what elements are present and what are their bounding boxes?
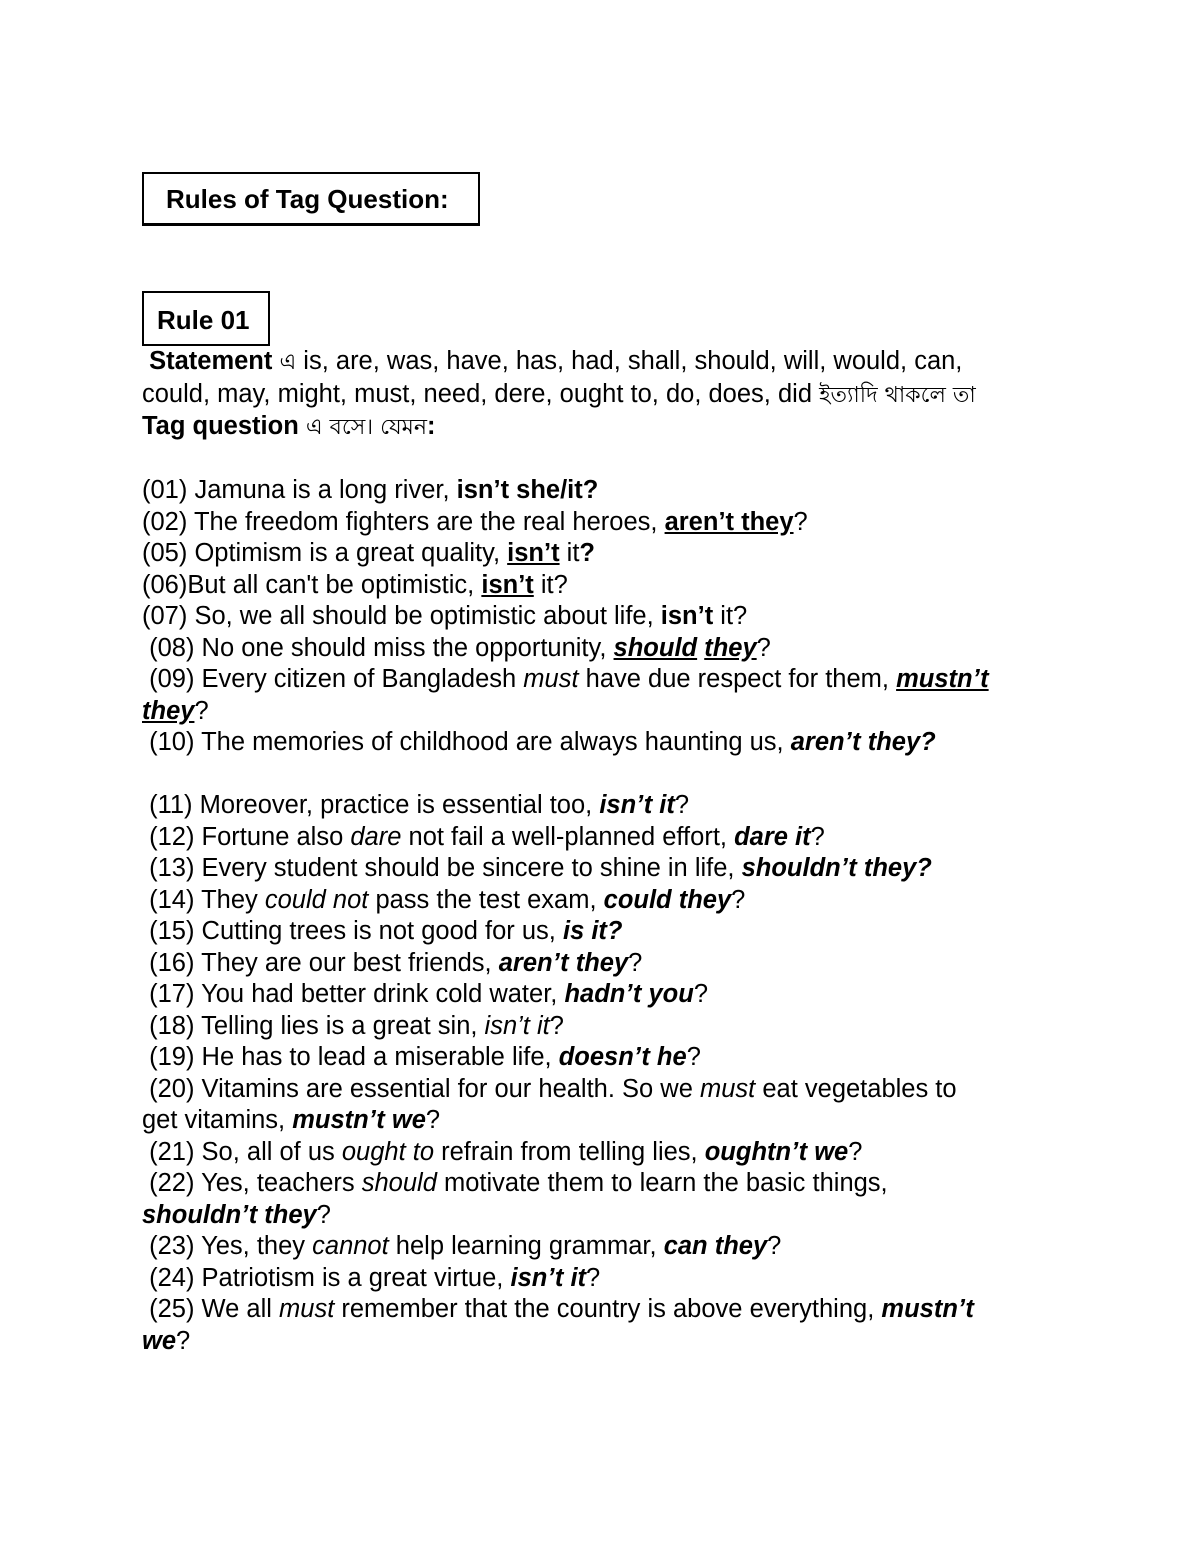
statement-label: Statement — [149, 347, 273, 375]
tag-answer-subject: we — [142, 1326, 177, 1355]
tag-answer: isn’t — [660, 602, 714, 630]
bn-ityadi: ইত্যাদি থাকলে তা — [819, 382, 976, 408]
tag-answer: doesn’t he — [558, 1043, 687, 1071]
sentence-number: (25) — [149, 1295, 202, 1323]
tag-answer: isn’t it — [510, 1263, 587, 1292]
sentence-22 — [142, 1168, 1062, 1231]
sentence-number: (01) — [142, 476, 195, 504]
tag-answer: aren’t they? — [790, 728, 936, 756]
sentence-text: remember that the country is above everything, — [334, 1295, 882, 1323]
sentence-20 — [142, 1074, 1062, 1137]
tag-question-label: Tag question — [142, 412, 299, 440]
sentence-number: (20) — [149, 1074, 202, 1103]
verbs-line-2: could, may, might, must, need, dere, ought to, do, does, did — [142, 379, 820, 408]
intro-colon: : — [427, 412, 436, 440]
bn-bose: এ বসে। যেমন — [305, 415, 428, 440]
sentence-text: We all — [201, 1295, 280, 1323]
sentence-number: (22) — [149, 1169, 202, 1197]
sentence-11 — [142, 790, 1062, 822]
tag-rest: it — [559, 539, 580, 567]
question-mark: ? — [810, 822, 825, 851]
sentence-text: not fail a well-planned effort, — [401, 822, 735, 851]
tag-rest: it? — [533, 570, 568, 599]
sentence-text: refrain from telling lies, — [434, 1137, 705, 1166]
tag-answer: oughtn’t we — [704, 1137, 849, 1166]
tag-answer: should — [613, 633, 698, 662]
modal-verb: should — [361, 1169, 437, 1197]
sentence-text: Yes, they — [201, 1232, 313, 1260]
sentence-number: (16) — [149, 948, 202, 977]
sentence-number: (13) — [149, 854, 202, 882]
sentence-number: (09) — [149, 665, 202, 693]
modal-verb: could not — [264, 885, 369, 914]
modal-verb: must — [700, 1074, 756, 1103]
sentence-text: But all can't be optimistic, — [187, 570, 482, 599]
question-mark: ? — [176, 1326, 191, 1355]
sentence-02 — [142, 507, 1062, 539]
sentence-07 — [142, 601, 1062, 633]
sentence-text: Fortune also — [201, 822, 351, 851]
sentence-number: (14) — [149, 885, 202, 914]
question-mark: ? — [674, 791, 690, 819]
sentence-19 — [142, 1042, 1062, 1074]
question-mark: ? — [686, 1043, 701, 1071]
sentence-text: Every citizen of Bangladesh — [201, 665, 524, 693]
question-mark: ? — [793, 507, 808, 536]
intro-line-1 — [142, 346, 1062, 379]
tag-answer: can they — [663, 1232, 768, 1260]
tag-answer-subject: they — [142, 696, 195, 725]
tag-answer: isn’t it — [599, 791, 675, 819]
sentence-21 — [142, 1137, 1062, 1169]
sentence-text: Moreover, practice is essential too, — [199, 791, 600, 819]
sentence-text: You had better drink cold water, — [201, 980, 565, 1008]
sentence-number: (15) — [149, 917, 202, 945]
question-mark: ? — [549, 1011, 564, 1040]
rule-label: Rule 01 — [142, 291, 270, 346]
sentence-number: (24) — [149, 1263, 202, 1292]
sentence-text: The memories of childhood are always haunting us, — [201, 728, 791, 756]
question-mark: ? — [693, 980, 709, 1008]
sentence-13 — [142, 853, 1062, 885]
sentence-text: Telling lies is a great sin, — [201, 1011, 485, 1040]
modal-verb: must — [279, 1295, 335, 1323]
sentence-text: He has to lead a miserable life, — [201, 1043, 559, 1071]
sentence-17 — [142, 979, 1062, 1011]
sentence-05 — [142, 538, 1062, 570]
sentence-text: have due respect for them, — [578, 665, 897, 693]
question-mark: ? — [756, 633, 771, 662]
sentence-number: (17) — [149, 980, 202, 1008]
sentence-number: (23) — [149, 1232, 202, 1260]
tag-answer: shouldn’t they — [142, 1200, 317, 1229]
tag-rest: it? — [713, 602, 748, 630]
sentence-text: They are our best friends, — [201, 948, 499, 977]
sentence-25 — [142, 1294, 1062, 1357]
sentence-14 — [142, 885, 1062, 917]
sentence-24 — [142, 1263, 1062, 1295]
rule-content — [142, 346, 1062, 1357]
question-mark: ? — [316, 1200, 331, 1229]
sentence-06 — [142, 570, 1062, 602]
sentence-text: So, we all should be optimistic about life, — [194, 602, 661, 630]
sentence-text: They — [201, 885, 265, 914]
sentence-text: No one should miss the opportunity, — [201, 633, 614, 662]
sentence-number: (05) — [142, 539, 195, 567]
tag-answer: mustn’t we — [292, 1106, 426, 1134]
question-mark: ? — [586, 1263, 601, 1292]
tag-answer: isn’t — [507, 539, 560, 567]
sentence-number: (19) — [149, 1043, 202, 1071]
sentence-number: (08) — [149, 633, 202, 662]
question-mark: ? — [425, 1106, 441, 1134]
sentence-number: (11) — [149, 791, 200, 819]
sentence-01 — [142, 475, 1062, 507]
tag-answer: shouldn’t they? — [741, 854, 932, 882]
sentence-12 — [142, 822, 1062, 854]
sentence-number: (02) — [142, 507, 194, 536]
sentence-text: help learning grammar, — [388, 1232, 664, 1260]
sentence-09 — [142, 664, 1062, 727]
tag-answer: mustn’t — [896, 665, 989, 693]
sentence-text: So, all of us — [201, 1137, 342, 1166]
sentence-text: The freedom fighters are the real heroes, — [193, 507, 665, 536]
sentence-number: (06) — [142, 570, 188, 599]
question-mark: ? — [194, 696, 209, 725]
tag-answer: aren’t they — [664, 507, 794, 536]
sentence-text: motivate them to learn the basic things, — [436, 1169, 888, 1197]
verbs-line-1: is, are, was, have, has, had, shall, should, will, would, can, — [296, 347, 963, 375]
sentence-15 — [142, 916, 1062, 948]
intro-line-2 — [142, 379, 1062, 412]
bn-e: এ — [279, 350, 297, 375]
sentence-number: (10) — [149, 728, 202, 756]
sentence-text-continued: get vitamins, — [142, 1106, 293, 1134]
modal-verb: dare — [350, 822, 402, 851]
page-title: Rules of Tag Question: — [142, 172, 480, 226]
sentence-16 — [142, 948, 1062, 980]
sentence-text: eat vegetables to — [755, 1074, 957, 1103]
sentence-text: Vitamins are essential for our health. So we — [201, 1074, 700, 1103]
modal-verb: must — [523, 665, 579, 693]
tag-answer: hadn’t you — [564, 980, 694, 1008]
sentence-text: Optimism is a great quality, — [194, 539, 508, 567]
sentence-number: (21) — [149, 1137, 202, 1166]
tag-answer-subject: they — [704, 633, 757, 662]
tag-answer: isn’t she/it? — [456, 476, 599, 504]
sentence-text: pass the test exam, — [368, 885, 604, 914]
question-mark: ? — [767, 1232, 782, 1260]
tag-answer: isn’t it — [484, 1011, 550, 1040]
sentence-23 — [142, 1231, 1062, 1263]
tag-answer: aren’t they — [498, 948, 629, 977]
question-mark: ? — [848, 1137, 863, 1166]
question-mark: ? — [579, 539, 595, 567]
sentence-text: Cutting trees is not good for us, — [201, 917, 563, 945]
intro-line-3 — [142, 411, 1062, 444]
tag-answer: is it? — [562, 917, 623, 945]
sentence-18 — [142, 1011, 1062, 1043]
sentence-text: Patriotism is a great virtue, — [201, 1263, 511, 1292]
question-mark: ? — [628, 948, 643, 977]
sentence-08 — [142, 633, 1062, 665]
tag-answer: could they — [603, 885, 732, 914]
tag-answer: mustn’t — [881, 1295, 974, 1323]
sentence-number: (18) — [149, 1011, 202, 1040]
sentence-text: Jamuna is a long river, — [194, 476, 457, 504]
sentence-text: Yes, teachers — [201, 1169, 362, 1197]
tag-answer: dare it — [734, 822, 811, 851]
sentence-number: (07) — [142, 602, 195, 630]
tag-answer: isn’t — [481, 570, 534, 599]
modal-verb: cannot — [312, 1232, 389, 1260]
sentence-text: Every student should be sincere to shine in life, — [201, 854, 742, 882]
question-mark: ? — [731, 885, 746, 914]
sentence-number: (12) — [149, 822, 202, 851]
modal-verb: ought to — [341, 1137, 435, 1166]
sentence-10 — [142, 727, 1062, 759]
